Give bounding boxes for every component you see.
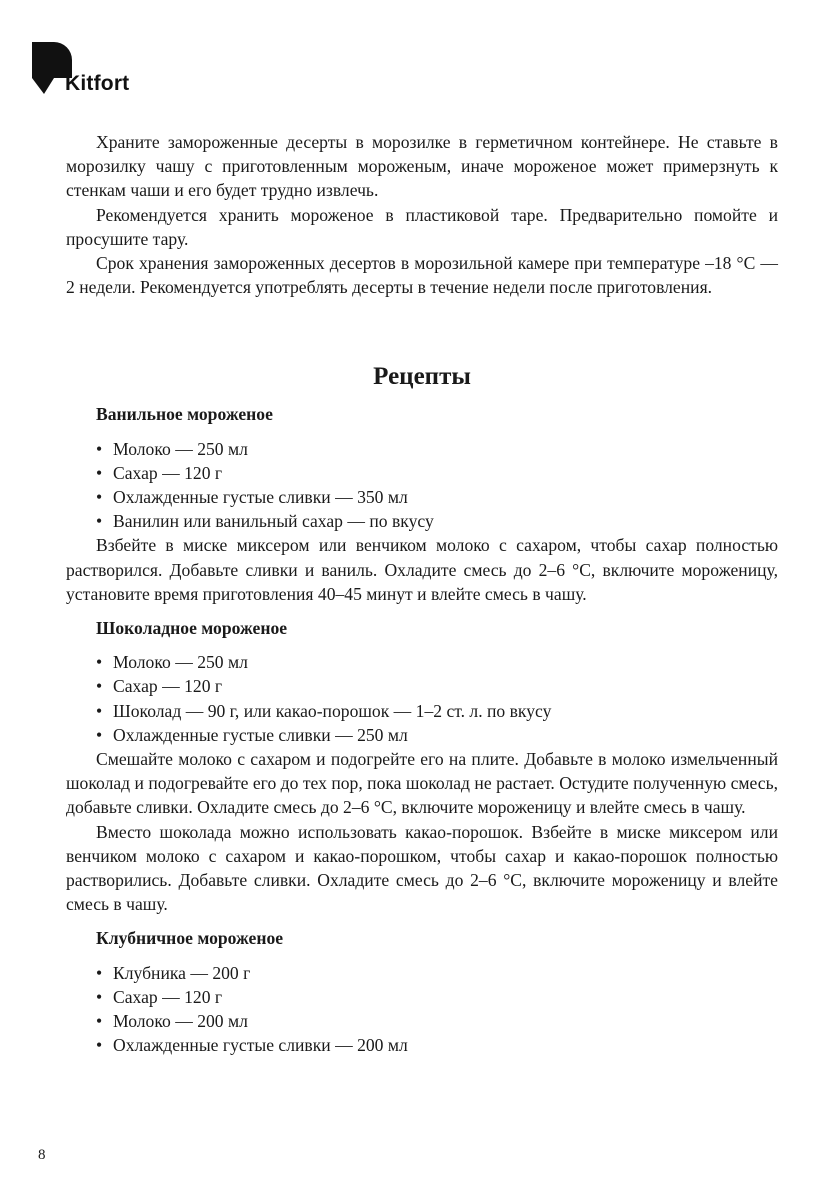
section-title: Рецепты [373,363,471,391]
list-item: • Охлажденные густые сливки — 200 мл [96,1035,408,1056]
page-number: 8 [38,1147,46,1163]
ingredient-list [66,437,778,534]
ingredient-list [66,961,778,1058]
recipe-title: Шоколадное мороженое [96,618,288,639]
intro-paragraph-shelf-life: Срок хранения замороженных десертов в морозильной камере при температуре –18 °С — 2 недели. Рекомендуется употреблять десерты в течение недели после приготовления. [66,253,778,298]
list-item: • Молоко — 200 мл [96,1011,248,1032]
brand-logo-text: Kitfort [65,72,130,95]
list-item: • Шоколад — 90 г, или какао-порошок — 1–2 ст. л. по вкусу [96,700,552,721]
list-item: • Молоко — 250 мл [96,652,248,673]
list-item: • Охлажденные густые сливки — 250 мл [96,724,408,745]
intro-paragraph-container: Рекомендуется хранить мороженое в пластиковой таре. Предварительно помойте и просушите тару. [66,204,778,249]
recipe-strawberry [66,926,778,1057]
list-item: • Сахар — 120 г [96,676,223,697]
recipe-chocolate [66,616,778,916]
recipe-steps: Взбейте в миске миксером или венчиком молоко с сахаром, чтобы сахар полностью растворился. Добавьте сливки и ваниль. Охладите смесь до 2–6 °С, включите мороженицу, установите время приготовления 40–45 минут и влейте смесь в чашу. [66,535,778,604]
intro-paragraph-storage: Храните замороженные десерты в морозилке в герметичном контейнере. Не ставьте в морозилку чашу с приготовленным мороженым, иначе мороженое может примерзнуть к стенкам чаши и его будет трудно извлечь. [66,132,778,201]
recipe-vanilla [66,402,778,606]
list-item: • Сахар — 120 г [96,986,223,1007]
recipe-title: Клубничное мороженое [96,928,284,949]
list-item: • Охлажденные густые сливки — 350 мл [96,487,408,508]
page-content [66,130,778,1058]
recipe-steps: Смешайте молоко с сахаром и подогрейте его на плите. Добавьте в молоко измельченный шоколад и подогревайте его до тех пор, пока шоколад не растает. Остудите полученную смесь, добавьте сливки. Охладите смесь до 2–6 °С, включите мороженицу и влейте смесь в чашу. [66,749,778,818]
list-item: • Клубника — 200 г [96,962,251,983]
recipe-title: Ванильное мороженое [96,404,273,425]
ingredient-list [66,650,778,747]
recipe-steps-alt: Вместо шоколада можно использовать какао-порошок. Взбейте в миске миксером или венчиком молоко с сахаром и какао-порошком, чтобы сахар и какао-порошок полностью растворились. Добавьте сливки. Охладите смесь до 2–6 °С, включите мороженицу и влейте смесь в чашу. [66,821,778,915]
list-item: • Ванилин или ванильный сахар — по вкусу [96,511,434,532]
list-item: • Сахар — 120 г [96,462,223,483]
list-item: • Молоко — 250 мл [96,438,248,459]
